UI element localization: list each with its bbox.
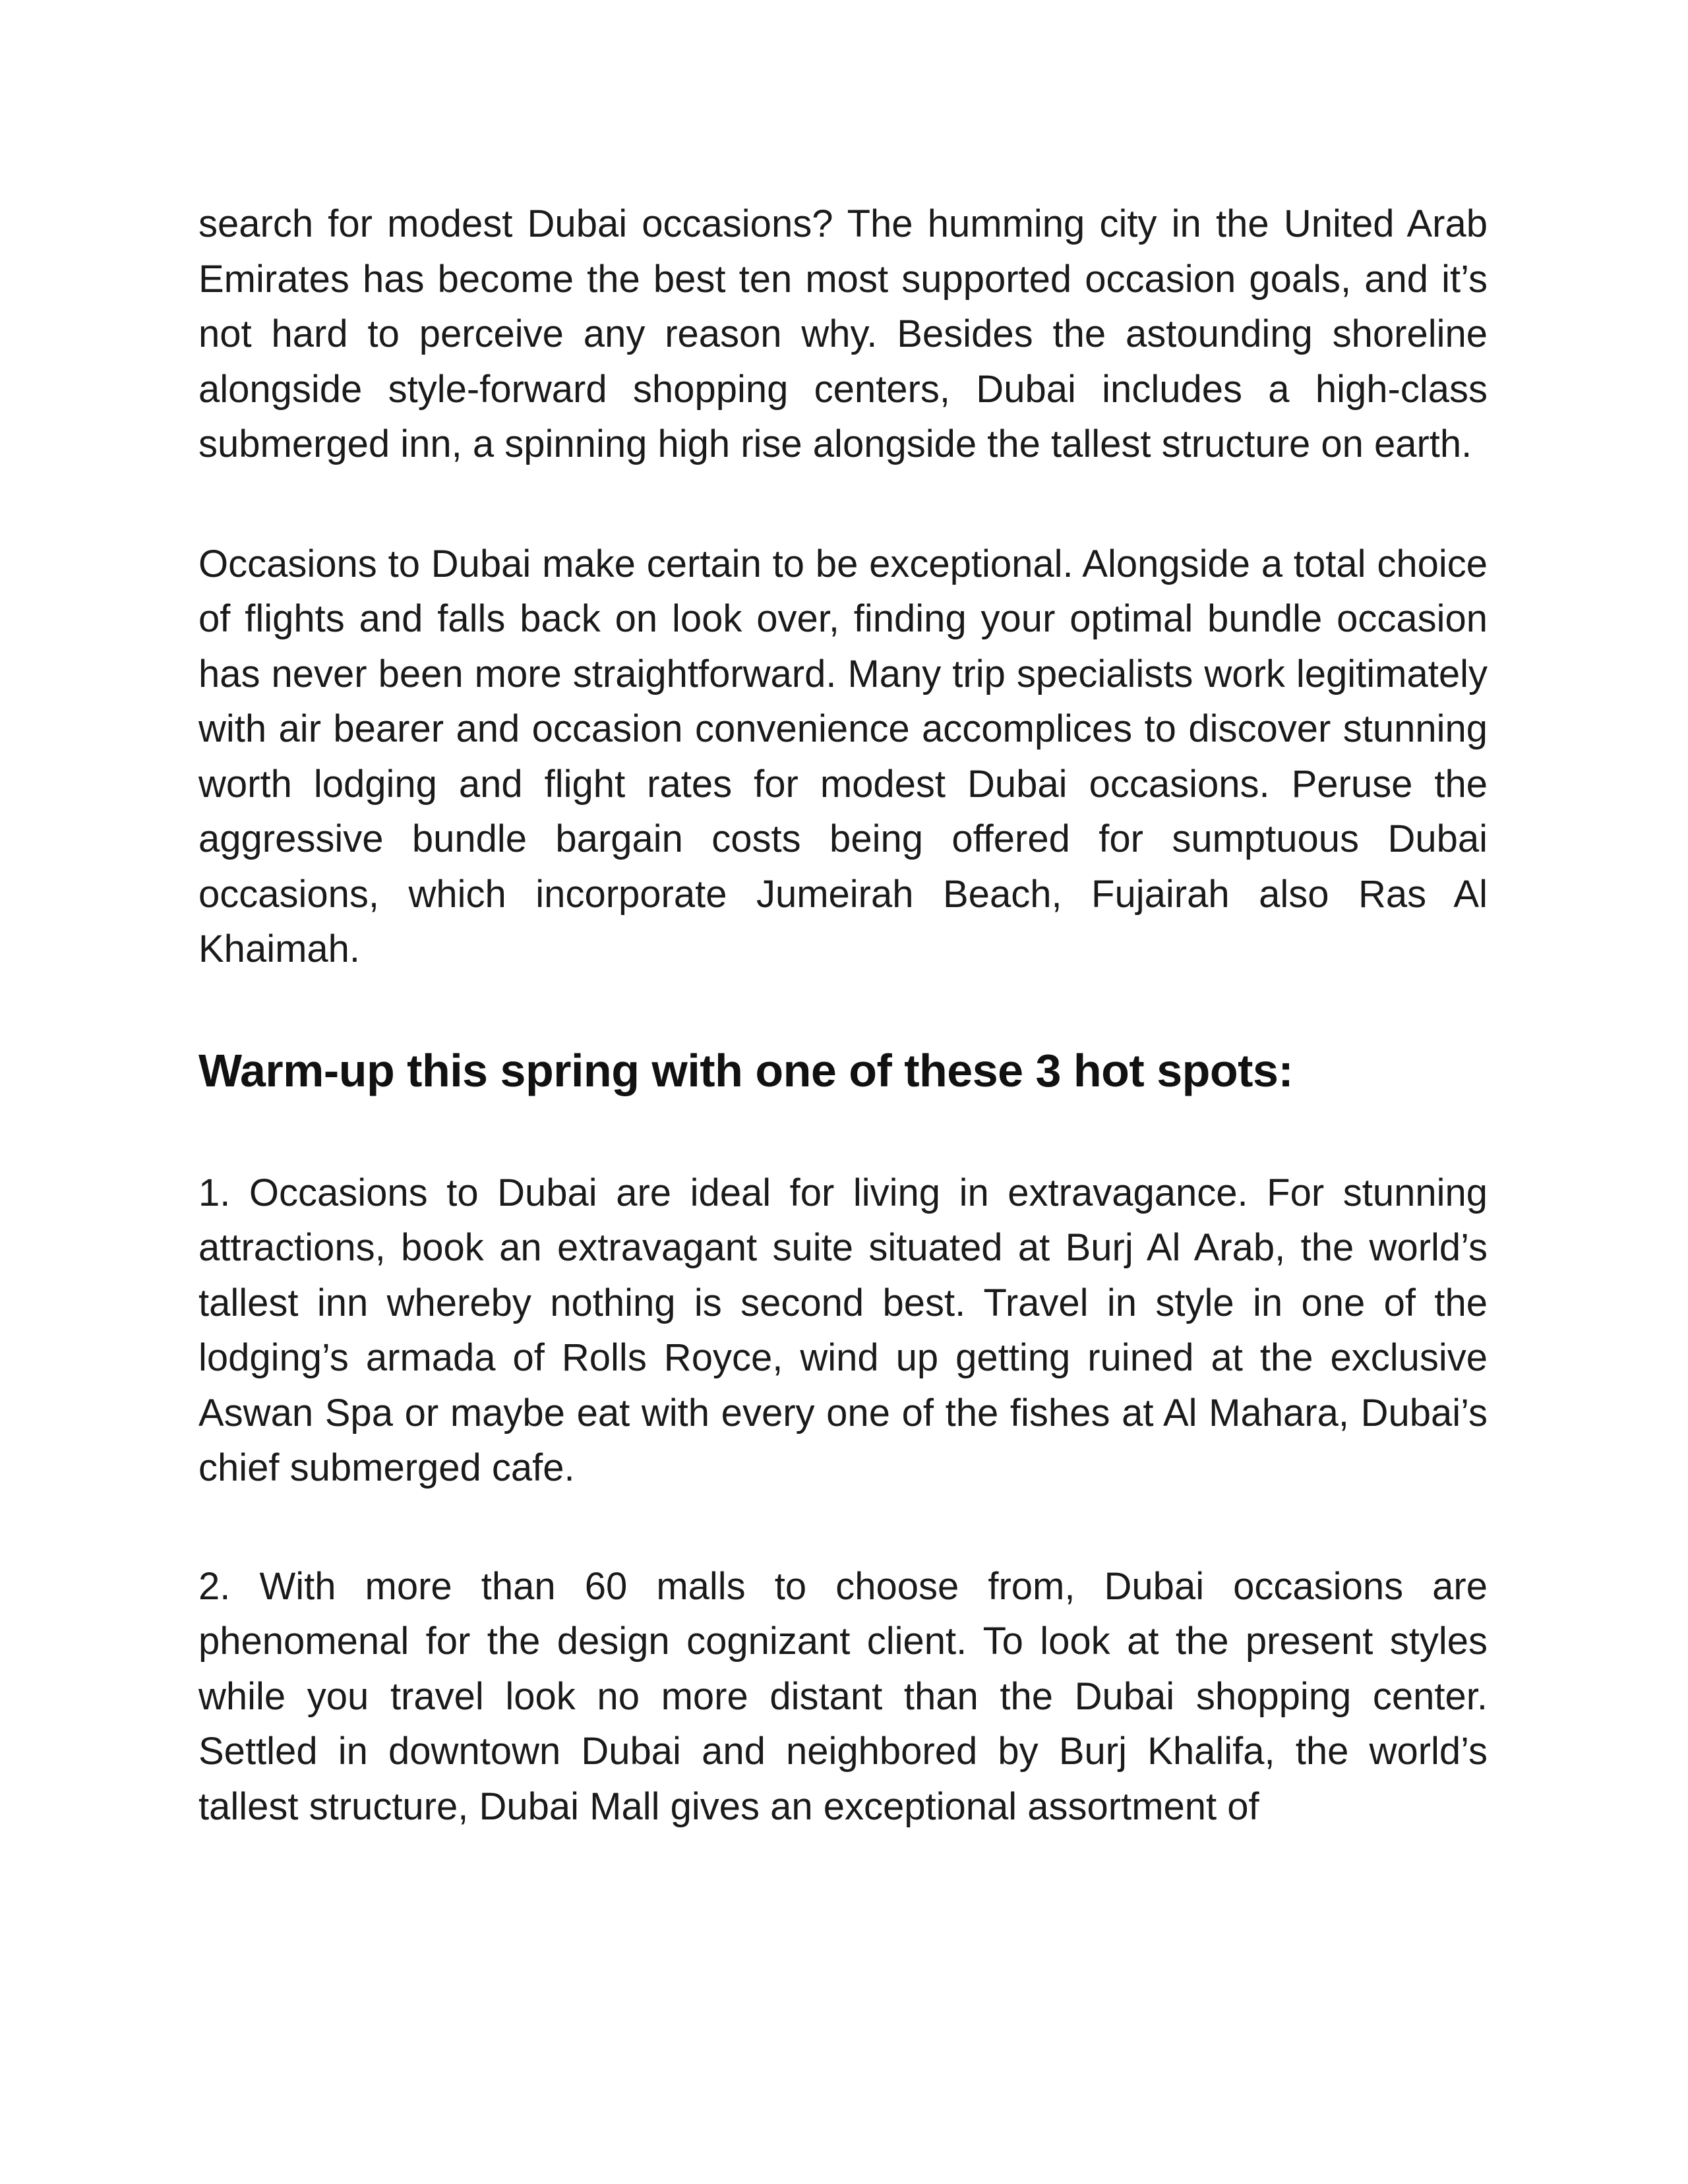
paragraph-intro: search for modest Dubai occasions? The humming city in the United Arab Emirates has become the best ten most supported occasion goals, and it’s not hard to perceive any reason why. Besides the astounding shoreline alongside style-forward shopping centers, Dubai includes a high-class submerged inn, a spinning high rise alongside the tallest structure on earth. [198,202,1488,465]
list-item-2: 2. With more than 60 malls to choose from, Dubai occasions are phenomenal for the design cognizant client. To look at the present styles while you travel look no more distant than the Dubai shopping center. Settled in downtown Dubai and neighbored by Burj Khalifa, the world’s tallest structure, Dubai Mall gives an exceptional assortment of [198,1564,1488,1828]
document-body [198,196,1488,1834]
section-heading: Warm-up this spring with one of these 3 hot spots: [198,1044,1294,1096]
list-item-1: 1. Occasions to Dubai are ideal for living in extravagance. For stunning attractions, book an extravagant suite situated at Burj Al Arab, the world’s tallest inn whereby nothing is second best. Travel in style in one of the lodging’s armada of Rolls Royce, wind up getting ruined at the exclusive Aswan Spa or maybe eat with every one of the fishes at Al Mahara, Dubai’s chief submerged cafe. [198,1171,1488,1489]
paragraph-occasions: Occasions to Dubai make certain to be exceptional. Alongside a total choice of flights and falls back on look over, finding your optimal bundle occasion has never been more straightforward. Many trip specialists work legitimately with air bearer and occasion convenience accomplices to discover stunning worth lodging and flight rates for modest Dubai occasions. Peruse the aggressive bundle bargain costs being offered for sumptuous Dubai occasions, which incorporate Jumeirah Beach, Fujairah also Ras Al Khaimah. [198,542,1488,970]
